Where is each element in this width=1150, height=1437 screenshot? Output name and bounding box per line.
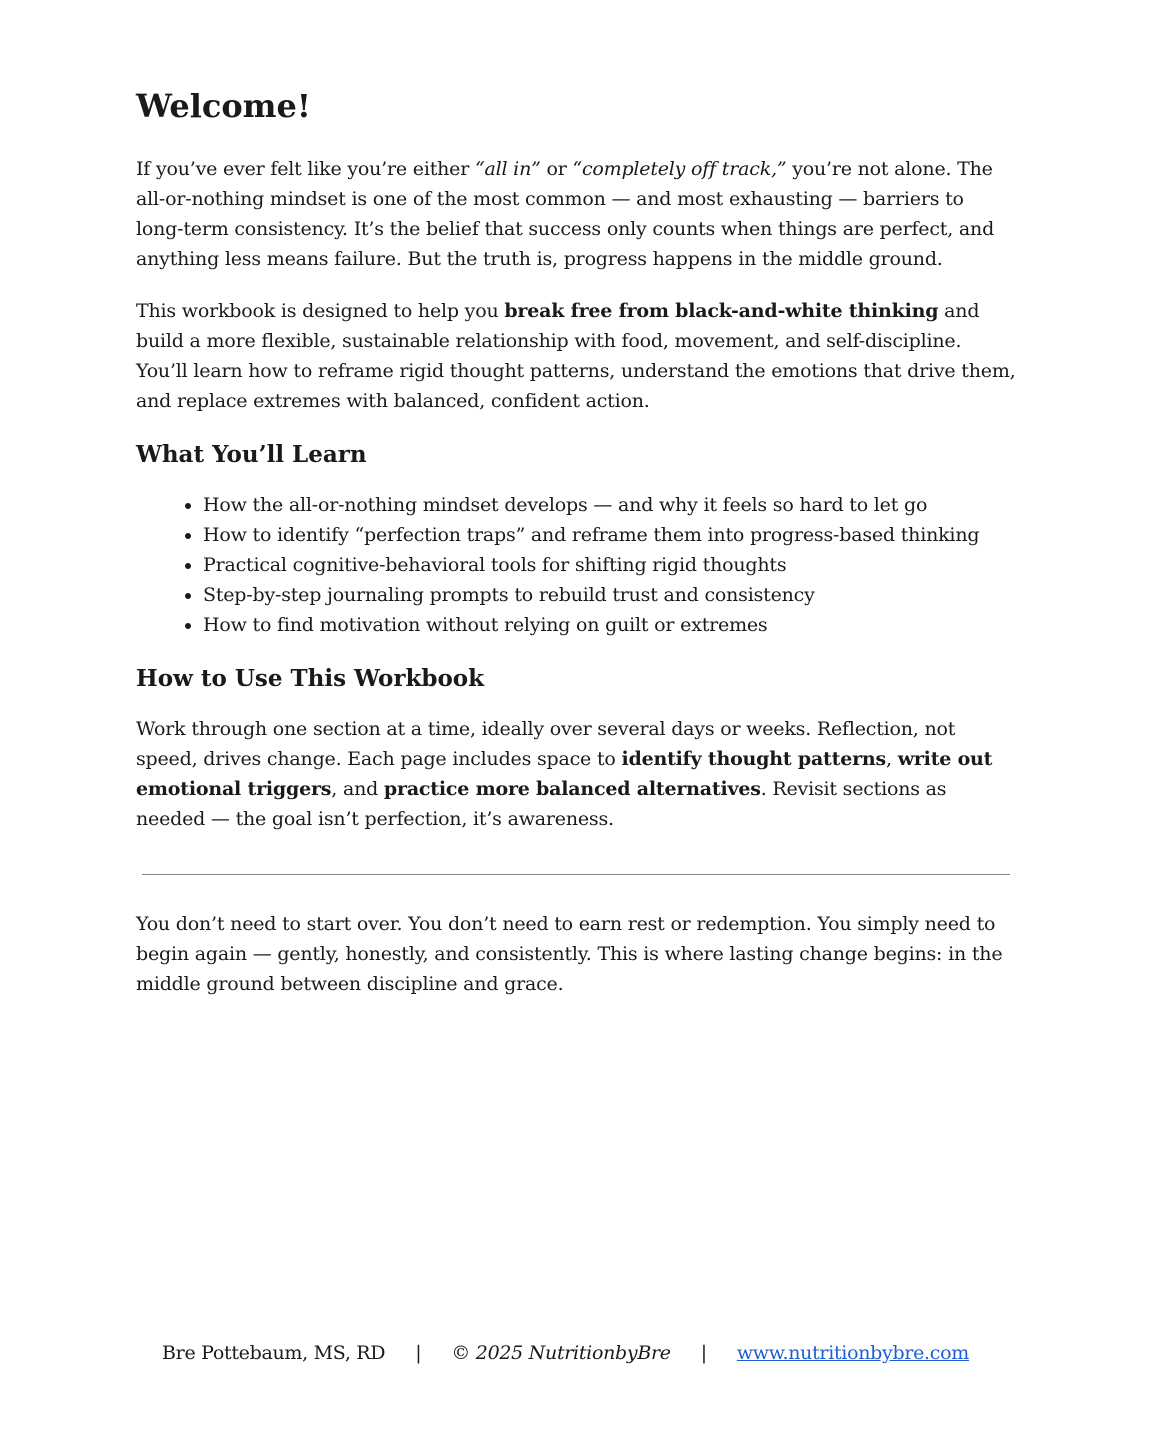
text: If you’ve ever felt like you’re either xyxy=(136,158,475,180)
text: This workbook is designed to help you xyxy=(136,300,505,322)
bold-text: identify thought patterns xyxy=(621,748,887,770)
text: . Revisit sections as needed — the goal isn’t perfection, it’s awareness. xyxy=(136,778,947,830)
footer-copyright: © 2025 NutritionbyBre xyxy=(451,1342,671,1364)
list-item: • How to identify “perfection traps” and reframe them into progress-based thinking xyxy=(203,520,1016,550)
italic-text: “all in” xyxy=(474,158,541,180)
use-paragraph xyxy=(136,714,1016,834)
text: , xyxy=(886,748,898,770)
footer-website-link[interactable]: www.nutritionbybre.com xyxy=(736,1342,969,1364)
learn-list xyxy=(136,490,1016,640)
use-heading: How to Use This Workbook xyxy=(136,665,485,692)
bold-text: break free from black-and-white thinking xyxy=(504,300,939,322)
text: and build a more flexible, sustainable relationship with food, movement, and self-discipline. You’ll learn how to reframe rigid thought patterns, understand the emotions that drive them, and replace extremes with balanced, confident action. xyxy=(136,300,1016,412)
page-title: Welcome! xyxy=(136,87,311,125)
list-item: • Step-by-step journaling prompts to rebuild trust and consistency xyxy=(203,580,1016,610)
bold-text: practice more balanced alternatives xyxy=(383,778,761,800)
list-item: • How the all-or-nothing mindset develops — and why it feels so hard to let go xyxy=(203,490,1016,520)
divider xyxy=(142,874,1010,875)
learn-heading: What You’ll Learn xyxy=(136,441,367,468)
italic-text: “completely off track,” xyxy=(572,158,787,180)
intro-paragraph-2 xyxy=(136,296,1016,416)
intro-paragraph-1 xyxy=(136,154,1016,274)
document-page xyxy=(136,84,1016,1021)
footer-separator: | xyxy=(415,1342,422,1364)
footer-separator: | xyxy=(700,1342,707,1364)
list-item: • How to find motivation without relying on guilt or extremes xyxy=(203,610,1016,640)
footer-author: Bre Pottebaum, MS, RD xyxy=(162,1342,386,1364)
closing-paragraph: You don’t need to start over. You don’t need to earn rest or redemption. You simply need to begin again — gently, honestly, and consistently. This is where lasting change begins: in the middle ground between discipline and grace. xyxy=(136,913,1003,995)
text: you’re not alone. The all-or-nothing mindset is one of the most common — and most exhausting — barriers to long-term consistency. It’s the belief that success only counts when things are perfect, and anything less means failure. But the truth is, progress happens in the middle ground. xyxy=(136,158,995,270)
footer xyxy=(162,1342,992,1364)
bold-text: write out emotional triggers xyxy=(136,748,993,800)
text: Work through one section at a time, ideally over several days or weeks. Reflection, not speed, drives change. Each page includes space to xyxy=(136,718,956,770)
text: or xyxy=(540,158,573,180)
text: , and xyxy=(331,778,384,800)
list-item: • Practical cognitive-behavioral tools for shifting rigid thoughts xyxy=(203,550,1016,580)
